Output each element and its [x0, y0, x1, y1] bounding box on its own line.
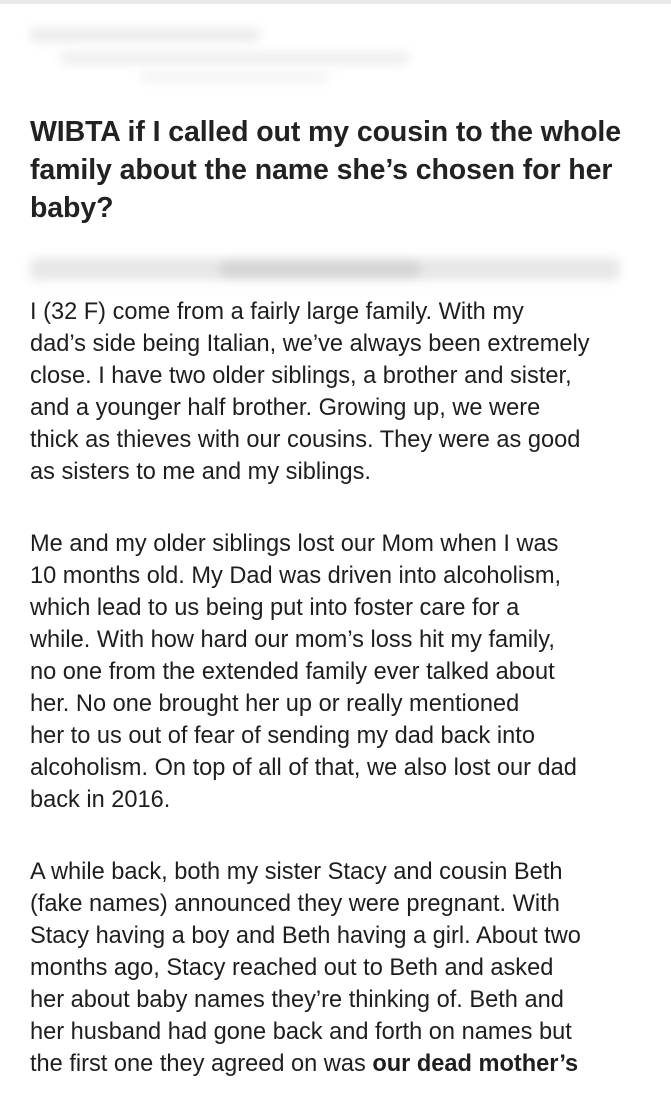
post-title: WIBTA if I called out my cousin to the whole family about the name she’s chosen for her baby? [30, 116, 621, 224]
post-paragraph: Me and my older siblings lost our Mom when I was 10 months old. My Dad was driven into alcoholism, which lead to us being put into foster care for a while. With how hard our mom’s loss hit my family, no one from the extended family ever talked about her. No one brought her up or really mentioned her to us out of fear of sending my dad back into alcoholism. On top of all of that, we also lost our dad back in 2016. [30, 531, 577, 813]
top-divider [0, 0, 671, 4]
redacted-metadata [140, 72, 330, 82]
post-paragraph: I (32 F) come from a fairly large family. With my dad’s side being Italian, we’ve always been extremely close. I have two older siblings, a brother and sister, and a younger half brother. Growing up, we were thick as thieves with our cousins. They were as good as sisters to me and my siblings. [30, 299, 590, 485]
post-emphasis-text: our dead mother’s [372, 1051, 579, 1077]
redacted-metadata [60, 52, 410, 64]
redacted-flair [220, 262, 420, 276]
post-paragraph-text: A while back, both my sister Stacy and cousin Beth (fake names) announced they were pregnant. With Stacy having a boy and Beth having a girl. About two months ago, Stacy reached out to Beth and asked her about baby names they’re thinking of. Beth and her husband had gone back and forth on names but the first one they agreed on was [30, 859, 581, 1077]
post-body [30, 296, 660, 1120]
redacted-username [30, 28, 260, 42]
post-paragraph [30, 856, 660, 1080]
